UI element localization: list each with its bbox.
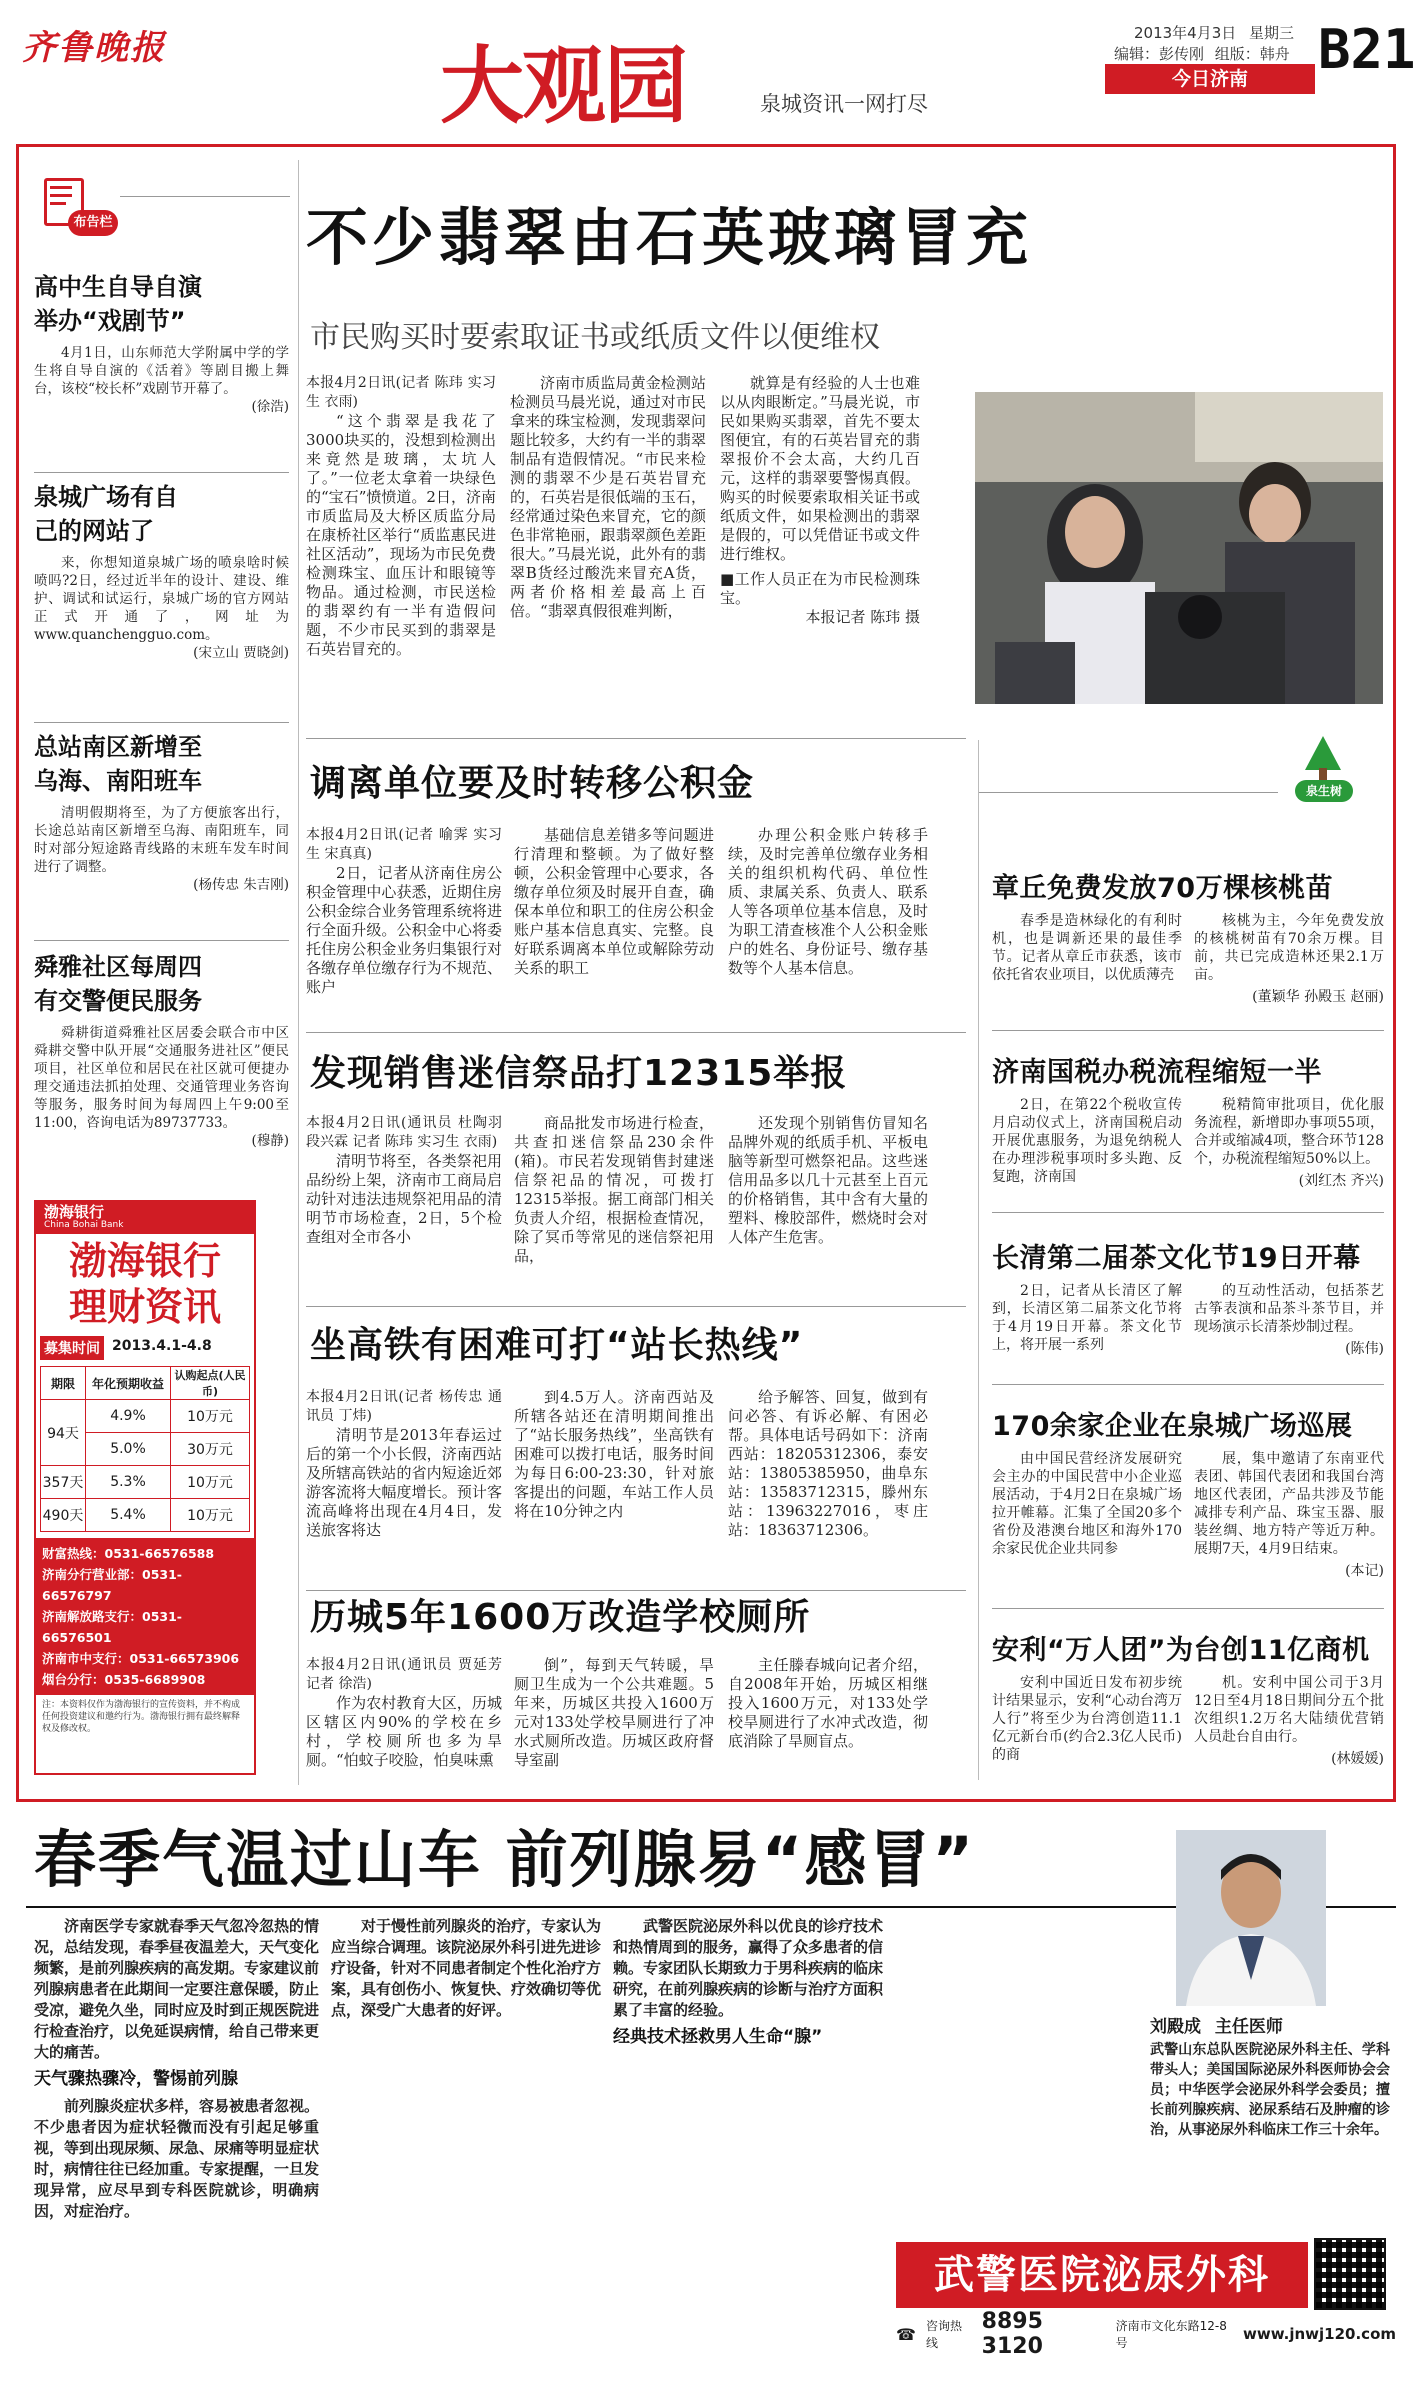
jewelry-testing-photo: [975, 392, 1383, 704]
article-headline: 坐高铁有困难可打“站长热线”: [310, 1325, 804, 1366]
doctor-portrait: [1176, 1830, 1326, 2006]
hospital-ad: 春季气温过山车 前列腺易“感冒” 济南医学专家就春季天气忽冷忽热的情况，总结发现，春季昼夜温差大，天气变化频繁，是前列腺疾病的高发期。专家建议前列腺病患者在此期间一定要注意保暖，防止受凉，避免久坐，同时应及时到正规医院进行检查治疗，以免延误病情，给自己带来更大的痛苦。 天气骤热骤冷，警惕前列腺 前列腺炎症状多样，容易被患者忽视。不少患者因为症状轻微而没有引起足够重视，等到出现尿频、尿急、尿痛等明显症状时，病情往往已经加重。专家提醒，一旦发现异常，应尽早到专科医院就诊，明确病因，对症治疗。 对于慢性前列腺炎的治疗，专家认为应当综合调理。该院泌尿外科引进先进诊疗设备，针对不同患者制定个性化治疗方案，具有创伤小、恢复快、疗效确切等优点，深受广大患者的好评。 武警医院泌尿外科以优良的诊疗技术和热情周到的服务，赢得了众多患者的信赖。专家团队长期致力于男科疾病的临床研究，在前列腺疾病的诊断与治疗方面积累了丰富的经验。 经典技术拯救男人生命“腺” 刘殿成 主任医师 武警山东总队医院泌尿外科主任、学科带头人；美国国际泌尿外科医师协会会员；中华医学会泌尿外科学会委员；擅长前列腺疾病、泌尿系结石及肿瘤的诊治，从事泌尿外科临床工作三十余年。 武警医院泌尿外科 ☎ 咨询热线 8895 3120 济南市文化东路12-8号 www.jnwj120.com: [16, 1816, 1398, 2376]
table-row: 357天 5.3% 10万元: [41, 1466, 250, 1499]
lead-column-3: 就算是有经验的人士也难以从肉眼断定。”马晨光说，市民如果购买翡翠，首先不要太图便宜，有的石英岩冒充的翡翠报价不会太高，大约几百元，这样的翡翠要警惕真假。购买的时候要索取相关证书或纸质文件，如果检测出的翡翠是假的，可以凭借证书或文件进行维权。 ■工作人员正在为市民检测珠宝。 本报记者 陈玮 摄: [720, 374, 920, 626]
lead-column-2: 济南市质监局黄金检测站检测员马晨光说，通过对市民拿来的珠宝检测，发现翡翠问题比较多，大约有一半的翡翠制品有造假情况。“市民来检测的翡翠不少是石英岩冒充的，石英岩是很低端的玉石，经常通过染色来冒充，它的颜色非常艳丽，跟翡翠颜色差距很大。”马晨光说，此外有的翡翠B货经过酸洗来冒充A货，两者价格相差最高上百倍。“翡翠真假很难判断，: [510, 374, 706, 620]
contact-bar: ☎ 咨询热线 8895 3120 济南市文化东路12-8号 www.jnwj120.com: [896, 2309, 1396, 2359]
edition-bar: 今日济南: [1105, 64, 1315, 94]
tree-badge: 泉生树: [1285, 730, 1365, 810]
sidebar-item: 总站南区新增至乌海、南阳班车 清明假期将至，为了方便旅客出行，长途总站南区新增至乌海、南阳班车，同时对部分短途路青线路的末班车发车时间进行了调整。 (杨传忠 朱吉刚): [34, 733, 289, 893]
article-headline: 调离单位要及时转移公积金: [310, 763, 755, 804]
bohai-bank-ad: 渤海银行 China Bohai Bank 渤海银行 理财资讯 募集时间 2013.4.1-4.8 期限 年化预期收益 认购起点(人民币) 94天 4.9% 10万元 5.0% 30万元 357天 5.3% 10万元 490天 5.4% 10万元 财富热线：0531-66576588 济南分行营业部：0531-66576797 济南解放路支行：0531-66576501 济南市中支行：0531-66573906 烟台分行：0535-6689908 注：本资料仅作为渤海银行的宣传资料，并不构成任何投资建议和邀约行为。渤海银行拥有最终解释权及修改权。: [34, 1200, 256, 1775]
tree-icon: [1305, 736, 1341, 770]
sidebar-item: 高中生自导自演举办“戏剧节” 4月1日，山东师范大学附属中学的学生将自导自演的《活着》等剧目搬上舞台，该校“校长杯”戏剧节开幕了。 (徐浩): [34, 273, 289, 415]
sidebar-item: 泉城广场有自己的网站了 来，你想知道泉城广场的喷泉啥时候喷吗?2日，经过近半年的设计、建设、维护、调试和试运行，泉城广场的官方网站正式开通了，网址为www.quanchengguo.com。 (宋立山 贾晓剑): [34, 483, 289, 661]
brief-headline: 170余家企业在泉城广场巡展: [992, 1411, 1353, 1442]
lead-photo: [975, 392, 1383, 704]
phone-icon: ☎: [896, 2324, 916, 2344]
lead-column-1: 本报4月2日讯(记者 陈玮 实习生 衣雨) “这个翡翠是我花了3000块买的，没想到检测出来竟然是玻璃，太坑人了。”一位老太拿着一块绿色的“宝石”愤愤道。2日，济南市质监局及大桥区质监分局在康桥社区举行“质监惠民进社区活动”，现场为市民免费检测珠宝、血压计和眼镜等物品。通过检测，市民送检的翡翠约有一半有造假问题，不少市民买到的翡翠是石英岩冒充的。: [306, 375, 496, 658]
editor-credit: 编辑：彭传刚 组版：韩舟: [1114, 45, 1290, 63]
issue-date: 2013年4月3日 星期三: [1134, 24, 1295, 42]
brief-headline: 长清第二届茶文化节19日开幕: [992, 1243, 1361, 1274]
brief-headline: 安利“万人团”为台创11亿商机: [992, 1635, 1370, 1666]
table-row: 490天 5.4% 10万元: [41, 1499, 250, 1532]
bank-phones: 财富热线：0531-66576588 济南分行营业部：0531-66576797 济南解放路支行：0531-66576501 济南市中支行：0531-66573906 烟台分行：0535-6689908: [36, 1538, 254, 1695]
newspaper-logo: 齐鲁晚报: [22, 28, 166, 68]
section-title: 大观园: [440, 36, 687, 135]
table-row: 5.0% 30万元: [41, 1433, 250, 1466]
lead-subtitle: 市民购买时要索取证书或纸质文件以便维权: [310, 320, 880, 355]
notice-badge: 布告栏: [40, 170, 120, 250]
page-number: B21: [1318, 18, 1416, 81]
table-row: 94天 4.9% 10万元: [41, 1400, 250, 1433]
brief-headline: 济南国税办税流程缩短一半: [992, 1057, 1322, 1088]
doctor-photo: [1176, 1830, 1326, 2006]
ad-headline: 春季气温过山车 前列腺易“感冒”: [34, 1823, 976, 1896]
hospital-banner: 武警医院泌尿外科: [896, 2242, 1308, 2308]
sidebar-item: 舜雅社区每周四有交警便民服务 舜耕街道舜雅社区居委会联合市中区舜耕交警中队开展“交通服务进社区”便民项目，社区单位和居民在社区就可便捷办理交通违法抓拍处理、交通管理业务咨询等服务，服务时间为每周四上午9:00至11:00，咨询电话为89737733。 (穆静): [34, 953, 289, 1149]
lead-headline: 不少翡翠由石英玻璃冒充: [306, 201, 1033, 274]
article-headline: 发现销售迷信祭品打12315举报: [310, 1053, 848, 1094]
section-tagline: 泉城资讯一网打尽: [760, 92, 928, 116]
brief-headline: 章丘免费发放70万棵核桃苗: [992, 873, 1334, 904]
article-headline: 历城5年1600万改造学校厕所: [310, 1597, 811, 1638]
qr-code: [1314, 2238, 1386, 2310]
bank-rate-table: 期限 年化预期收益 认购起点(人民币) 94天 4.9% 10万元 5.0% 30万元 357天 5.3% 10万元 490天 5.4% 10万元: [40, 1366, 250, 1532]
